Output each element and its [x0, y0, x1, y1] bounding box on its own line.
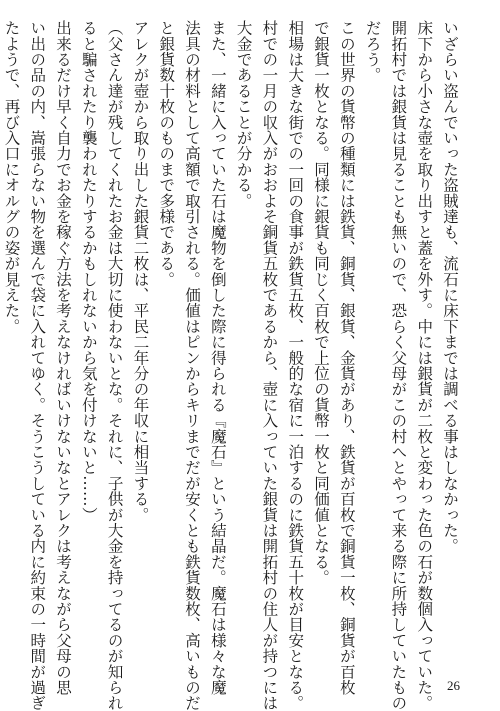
- text-line-13: アレクが壺から取り出した銀貨二枚は、平民二年分の年収に相当する。: [131, 20, 150, 523]
- page-number: 26: [447, 678, 460, 693]
- text-line-6: で銀貨一枚となる。同様に銀貨も同じく百枚で上位の貨幣一枚と同価値となる。: [312, 20, 331, 586]
- text-line-10: また、一緒に入っていた石は魔物を倒した際に得られる『魔石』という結晶だ。魔石は様々な魔: [208, 20, 227, 696]
- text-line-9: 大金であることが分かる。: [234, 20, 253, 209]
- text-line-2: 床下から小さな壺を取り出すと蓋を外す。中には銀貨が二枚と変わった色の石が数個入っていた。: [415, 20, 434, 711]
- text-line-17: い出の品の内、嵩張らない物を選んで袋に入れてゆく。そうこうしている内に約束の一時間が過ぎ: [28, 20, 47, 711]
- text-line-8: 村での一月の収入がおおよそ銅貨五枚であるから、壺に入っていた銀貨は開拓村の住人が持つには: [260, 20, 279, 711]
- text-line-7: 相場は大きな街での一回の食事が鉄貨五枚、一般的な宿に一泊するのに鉄貨五十枚が目安となる。: [286, 20, 305, 711]
- text-line-3: 開拓村では銀貨は見ることも無いので、恐らく父母がこの村へとやって来る際に所持していたもの: [389, 20, 408, 711]
- text-line-16: 出来るだけ早く自力でお金を稼ぐ方法を考えなければいけないなとアレクは考えながら父母の思: [54, 20, 73, 696]
- text-line-12: と銀貨数十枚のものまで多様である。: [157, 20, 176, 287]
- text-line-4: だろう。: [363, 20, 382, 83]
- text-line-11: 法具の材料として高額で取引される。価値はピンからキリまでだが安くとも鉄貨数枚、高いものだ: [183, 20, 202, 711]
- text-line-18: たようで、再び入口にオルグの姿が見えた。: [2, 20, 21, 334]
- text-line-15: ると騙されたり襲われたりするかもしれないから気を付けないと……）: [79, 20, 98, 523]
- text-line-14: （父さん達が残してくれたお金は大切に使わないとな。それに、子供が大金を持ってるのが知られ: [105, 20, 124, 711]
- text-line-1: いざらい盗んでいった盗賊達も、流石に床下までは調べる事はしなかった。: [441, 20, 459, 554]
- text-line-5: この世界の貨幣の種類には鉄貨、銅貨、銀貨、金貨があり、鉄貨が百枚で銅貨一枚、銅貨が百枚: [337, 20, 356, 696]
